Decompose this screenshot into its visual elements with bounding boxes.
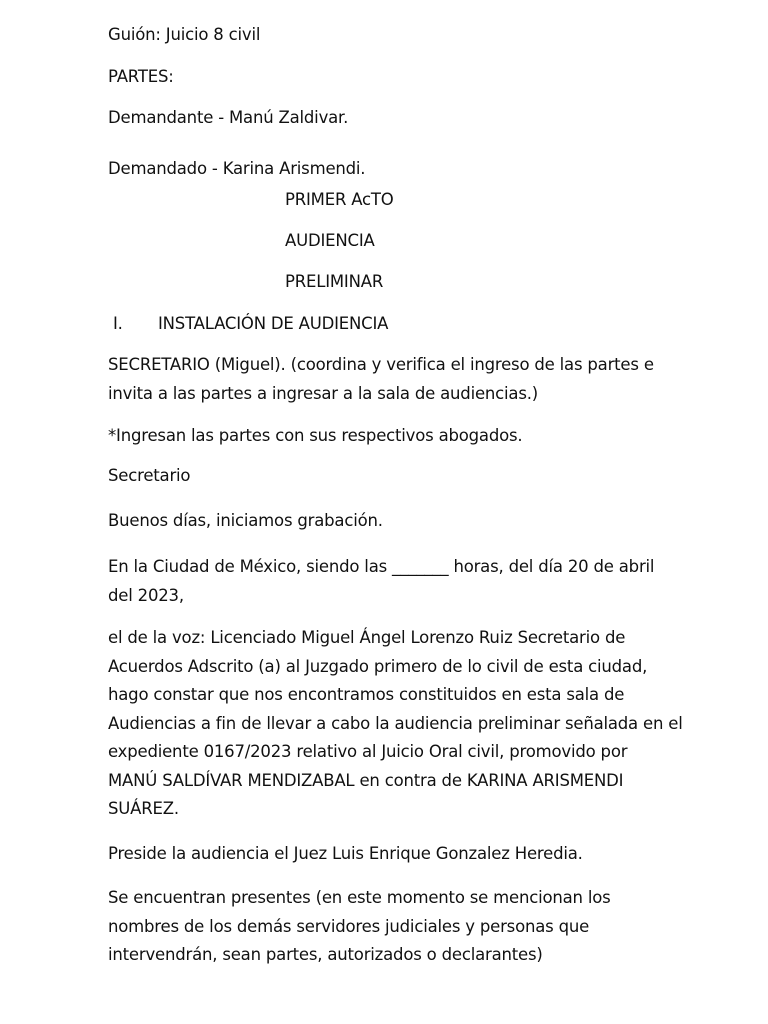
statement-line: hago constar que nos encontramos constituidos en esta sala de (108, 685, 625, 704)
statement-paragraph (108, 624, 683, 824)
secretary-intro-line: SECRETARIO (Miguel). (coordina y verifica el ingreso de las partes e (108, 355, 654, 374)
opening-paragraph (108, 553, 683, 610)
present-paragraph (108, 884, 683, 970)
statement-line: SUÁREZ. (108, 799, 179, 818)
defendant-line: Demandado - Karina Arismendi. (108, 159, 366, 178)
section-number: I. (113, 314, 123, 333)
present-line: intervendrán, sean partes, autorizados o declarantes) (108, 945, 543, 964)
greeting-line: Buenos días, iniciamos grabación. (108, 511, 383, 530)
secretary-intro-paragraph (108, 351, 683, 408)
statement-line: Acuerdos Adscrito (a) al Juzgado primero de lo civil de esta ciudad, (108, 656, 648, 676)
statement-line: Audiencias a fin de llevar a cabo la audiencia preliminar señalada en el (108, 713, 683, 733)
section-heading: INSTALACIÓN DE AUDIENCIA (158, 314, 389, 333)
plaintiff-line: Demandante - Manú Zaldivar. (108, 108, 349, 127)
present-line: Se encuentran presentes (en este momento se mencionan los (108, 888, 611, 907)
present-line: nombres de los demás servidores judiciales y personas que (108, 916, 590, 936)
statement-line: MANÚ SALDÍVAR MENDIZABAL en contra de KARINA ARISMENDI (108, 770, 624, 790)
parties-label: PARTES: (108, 67, 174, 86)
statement-line: el de la voz: Licenciado Miguel Ángel Lorenzo Ruiz Secretario de (108, 628, 626, 647)
speaker-label: Secretario (108, 466, 191, 485)
opening-line: En la Ciudad de México, siendo las _______ horas, del día 20 de abril (108, 557, 655, 576)
script-title: Guión: Juicio 8 civil (108, 25, 261, 44)
act-subtitle-audiencia: AUDIENCIA (285, 231, 375, 250)
act-subtitle-preliminar: PRELIMINAR (285, 272, 384, 291)
secretary-intro-line: invita a las partes a ingresar a la sala de audiencias.) (108, 383, 539, 403)
statement-line: expediente 0167/2023 relativo al Juicio Oral civil, promovido por (108, 742, 628, 761)
opening-line: del 2023, (108, 585, 184, 605)
stage-direction: *Ingresan las partes con sus respectivos abogados. (108, 426, 523, 445)
presides-line: Preside la audiencia el Juez Luis Enrique Gonzalez Heredia. (108, 844, 583, 863)
act-title: PRIMER AcTO (285, 190, 394, 209)
